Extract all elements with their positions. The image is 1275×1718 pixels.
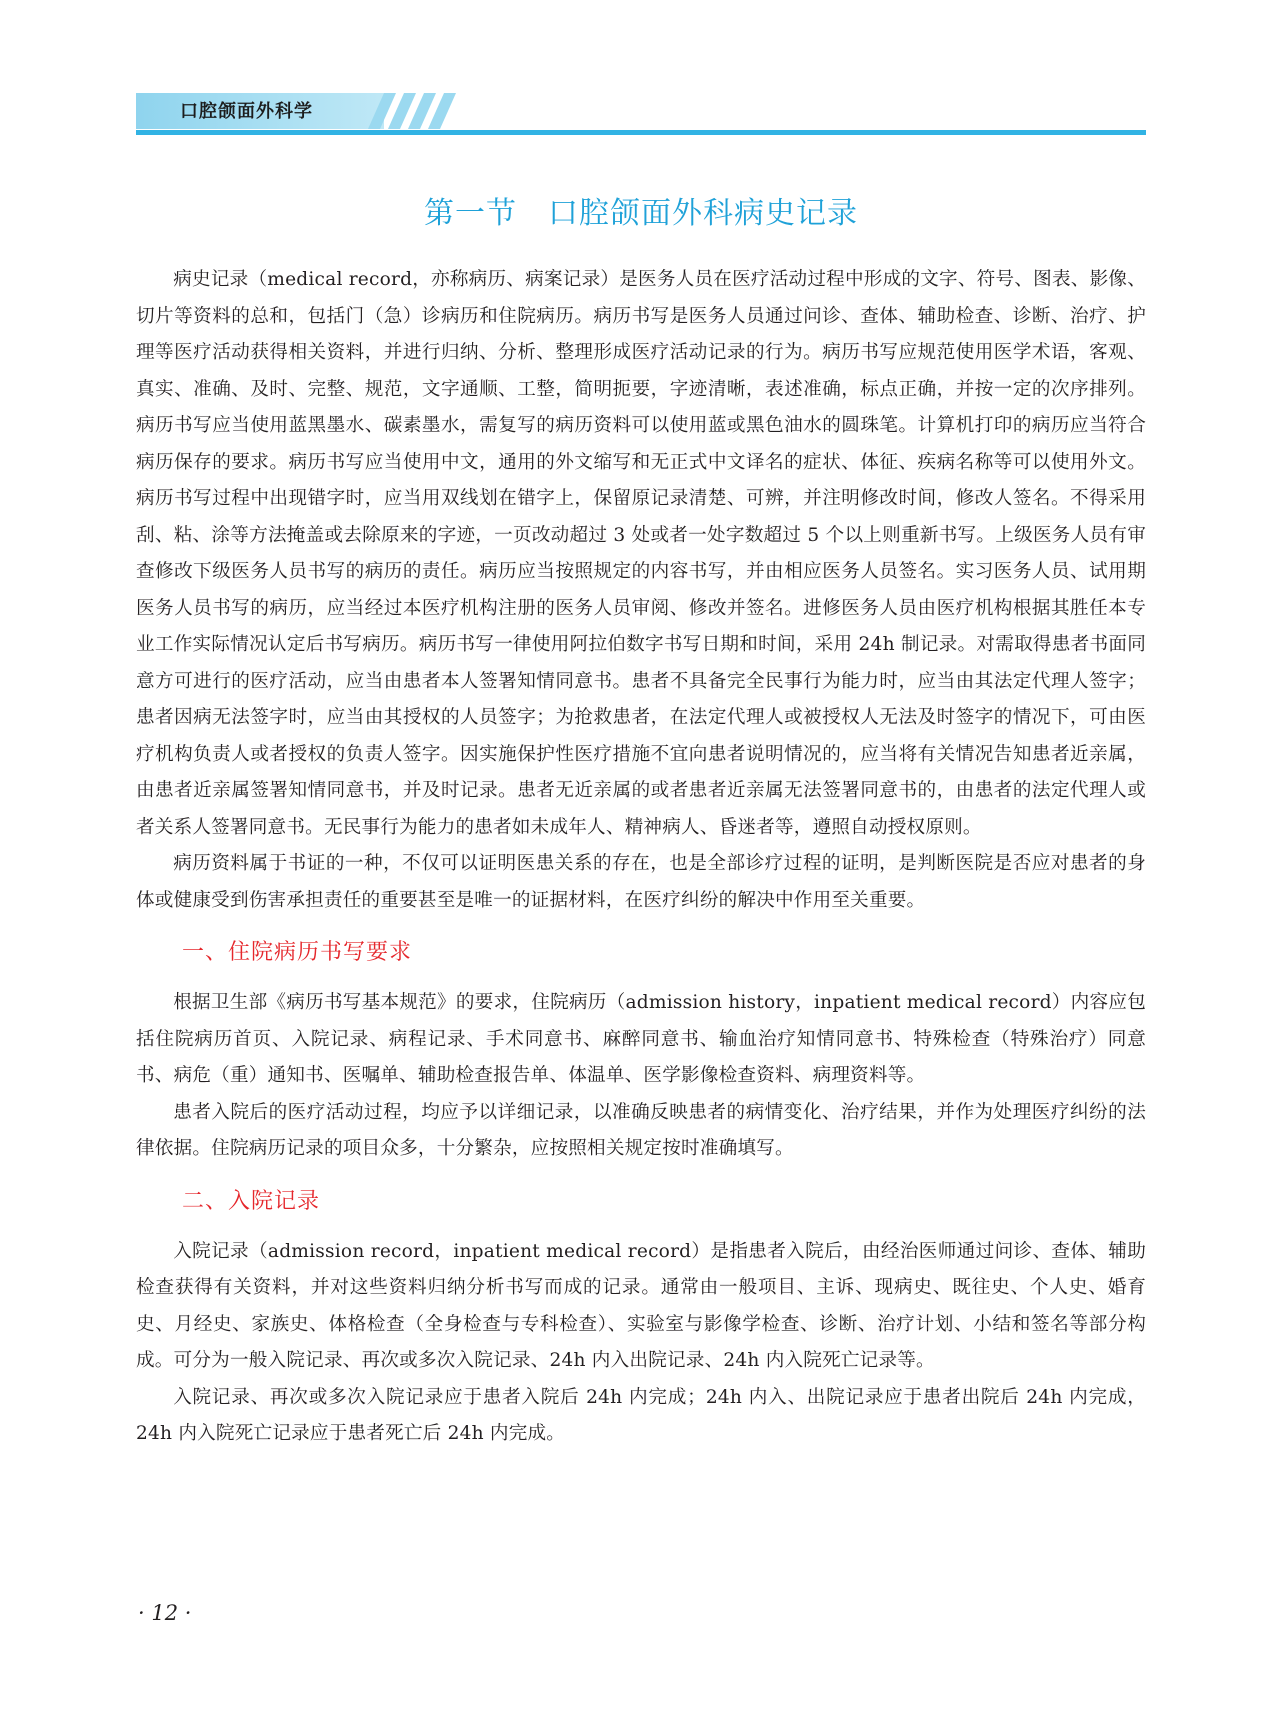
subsection2-paragraph-1: 入院记录（admission record，inpatient medical record）是指患者入院后，由经治医师通过问诊、查体、辅助检查获得有关资料，并对这些资料归纳分析书写而成的记录。通常由一般项目、主诉、现病史、既往史、个人史、婚育史、月经史、家族史、体格检查（全身检查与专科检查）、实验室与影像学检查、诊断、治疗计划、小结和签名等部分构成。可分为一般入院记录、再次或多次入院记录、24h 内入出院记录、24h 内入院死亡记录等。 (136, 1240, 1146, 1371)
section-title: 第一节 口腔颌面外科病史记录 (424, 196, 858, 231)
subsection1-paragraph-1: 根据卫生部《病历书写基本规范》的要求，住院病历（admission history，inpatient medical record）内容应包括住院病历首页、入院记录、病程记录、手术同意书、麻醉同意书、输血治疗知情同意书、特殊检查（特殊治疗）同意书、病危（重）通知书、医嘱单、辅助检查报告单、体温单、医学影像检查资料、病理资料等。 (136, 992, 1146, 1086)
page-number: · 12 · (138, 1601, 192, 1625)
intro-paragraph-1: 病史记录（medical record，亦称病历、病案记录）是医务人员在医疗活动过程中形成的文字、符号、图表、影像、切片等资料的总和，包括门（急）诊病历和住院病历。病历书写是医务人员通过问诊、查体、辅助检查、诊断、治疗、护理等医疗活动获得相关资料，并进行归纳、分析、整理形成医疗活动记录的行为。病历书写应规范使用医学术语，客观、真实、准确、及时、完整、规范，文字通顺、工整，简明扼要，字迹清晰，表述准确，标点正确，并按一定的次序排列。病历书写应当使用蓝黑墨水、碳素墨水，需复写的病历资料可以使用蓝或黑色油水的圆珠笔。计算机打印的病历应当符合病历保存的要求。病历书写应当使用中文，通用的外文缩写和无正式中文译名的症状、体征、疾病名称等可以使用外文。病历书写过程中出现错字时，应当用双线划在错字上，保留原记录清楚、可辨，并注明修改时间，修改人签名。不得采用刮、粘、涂等方法掩盖或去除原来的字迹，一页改动超过 3 处或者一处字数超过 5 个以上则重新书写。上级医务人员有审查修改下级医务人员书写的病历的责任。病历应当按照规定的内容书写，并由相应医务人员签名。实习医务人员、试用期医务人员书写的病历，应当经过本医疗机构注册的医务人员审阅、修改并签名。进修医务人员由医疗机构根据其胜任本专业工作实际情况认定后书写病历。病历书写一律使用阿拉伯数字书写日期和时间，采用 24h 制记录。对需取得患者书面同意方可进行的医疗活动，应当由患者本人签署知情同意书。患者不具备完全民事行为能力时，应当由其法定代理人签字；患者因病无法签字时，应当由其授权的人员签字；为抢救患者，在法定代理人或被授权人无法及时签字的情况下，可由医疗机构负责人或者授权的负责人签字。因实施保护性医疗措施不宜向患者说明情况的，应当将有关情况告知患者近亲属，由患者近亲属签署知情同意书，并及时记录。患者无近亲属的或者患者近亲属无法签署同意书的，由患者的法定代理人或者关系人签署同意书。无民事行为能力的患者如未成年人、精神病人、昏迷者等，遵照自动授权原则。 (136, 269, 1146, 838)
book-title: 口腔颌面外科学 (180, 101, 313, 122)
body-content (136, 262, 1146, 1453)
header-rule (136, 130, 1146, 135)
running-header (136, 93, 1146, 135)
subsection1-paragraph-2: 患者入院后的医疗活动过程，均应予以详细记录，以准确反映患者的病情变化、治疗结果，并作为处理医疗纠纷的法律依据。住院病历记录的项目众多，十分繁杂，应按照相关规定按时准确填写。 (136, 1101, 1146, 1159)
subsection2-paragraph-2: 入院记录、再次或多次入院记录应于患者入院后 24h 内完成；24h 内入、出院记录应于患者出院后 24h 内完成，24h 内入院死亡记录应于患者死亡后 24h 内完成。 (136, 1386, 1146, 1444)
subsection-heading-admission-record: 二、入院记录 (182, 1188, 321, 1214)
intro-paragraph-2: 病历资料属于书证的一种，不仅可以证明医患关系的存在，也是全部诊疗过程的证明，是判断医院是否应对患者的身体或健康受到伤害承担责任的重要甚至是唯一的证据材料，在医疗纠纷的解决中作用至关重要。 (136, 853, 1146, 911)
subsection-heading-inpatient-records: 一、住院病历书写要求 (182, 940, 413, 965)
header-stripes-decoration (366, 93, 566, 129)
